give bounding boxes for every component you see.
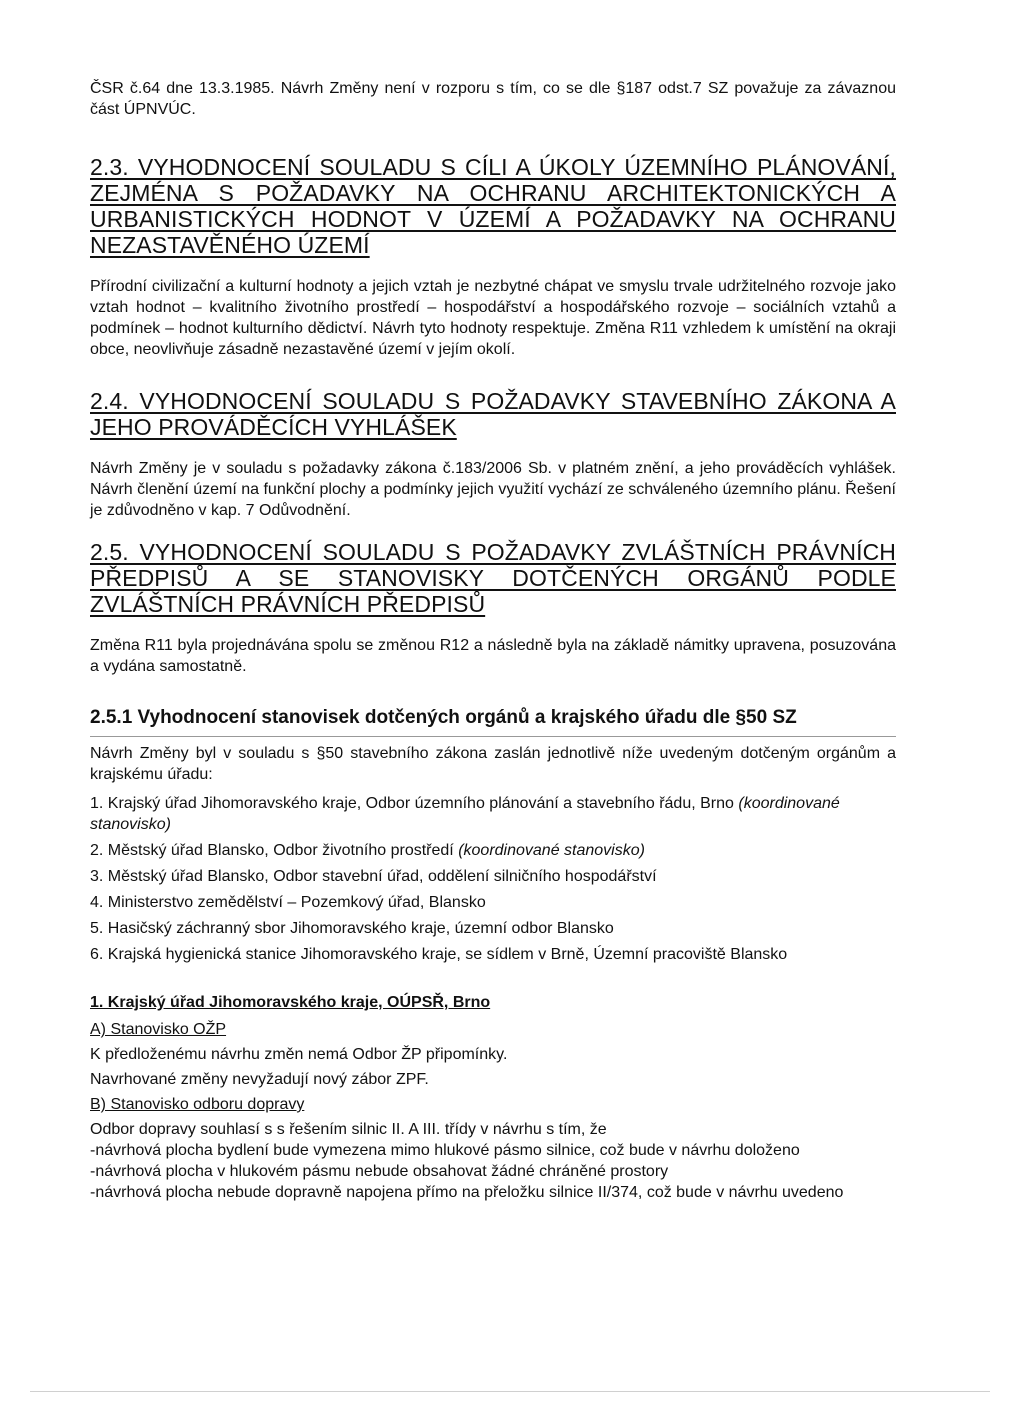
list-item xyxy=(90,918,896,939)
section-2-5-1-heading: 2.5.1 Vyhodnocení stanovisek dotčených orgánů a krajského úřadu dle §50 SZ xyxy=(90,707,797,728)
page-bottom-rule xyxy=(30,1391,990,1392)
list-item-text: 1. Krajský úřad Jihomoravského kraje, Odbor územního plánování a stavebního řádu, Brno xyxy=(90,795,734,812)
list-item-text: 2. Městský úřad Blansko, Odbor životního prostředí xyxy=(90,842,454,859)
stanovisko-dopravy-heading: B) Stanovisko odboru dopravy xyxy=(90,1096,305,1113)
ozp-line-1: K předloženému návrhu změn nemá Odbor ŽP připomínky. xyxy=(90,1046,508,1063)
list-item xyxy=(90,793,896,835)
list-item-note: (koordinované stanovisko) xyxy=(90,795,840,833)
list-item-text: 4. Ministerstvo zemědělství – Pozemkový úřad, Blansko xyxy=(90,894,486,911)
list-item-text: 6. Krajská hygienická stanice Jihomoravského kraje, se sídlem v Brně, Územní pracoviště Blansko xyxy=(90,946,788,963)
section-2-5-heading: 2.5. VYHODNOCENÍ SOULADU S POŽADAVKY ZVLÁŠTNÍCH PRÁVNÍCH PŘEDPISŮ A SE STANOVISKY DOTČENÝCH ORGÁNŮ PODLE ZVLÁŠTNÍCH PRÁVNÍCH PŘEDPISŮ xyxy=(90,539,896,617)
intro-paragraph: ČSR č.64 dne 13.3.1985. Návrh Změny není v rozporu s tím, co se dle §187 odst.7 SZ považuje za závaznou část ÚPNVÚC. xyxy=(90,80,896,118)
agency-list xyxy=(90,793,896,965)
page-content xyxy=(90,78,896,1203)
section-2-4-text: Návrh Změny je v souladu s požadavky zákona č.183/2006 Sb. v platném znění, a jeho prováděcích vyhlášek. Návrh členění území na funkční plochy a podmínky jejich využití vychází ze schváleného územního plánu. Řešení je zdůvodněno v kap. 7 Odůvodnění. xyxy=(90,460,896,519)
list-item xyxy=(90,892,896,913)
kraj-heading: 1. Krajský úřad Jihomoravského kraje, OÚPSŘ, Brno xyxy=(90,994,491,1011)
section-2-3-heading: 2.3. VYHODNOCENÍ SOULADU S CÍLI A ÚKOLY ÚZEMNÍHO PLÁNOVÁNÍ, ZEJMÉNA S POŽADAVKY NA OCHRANU ARCHITEKTONICKÝCH A URBANISTICKÝCH HODNOT V ÚZEMÍ A POŽADAVKY NA OCHRANU NEZASTAVĚNÉHO ÚZEMÍ xyxy=(90,154,896,258)
list-item xyxy=(90,866,896,887)
list-item-note: (koordinované stanovisko) xyxy=(458,842,645,859)
section-2-5-text: Změna R11 byla projednávána spolu se změnou R12 a následně byla na základě námitky upravena, posuzována a vydána samostatně. xyxy=(90,637,896,675)
list-item-text: 5. Hasičský záchranný sbor Jihomoravského kraje, územní odbor Blansko xyxy=(90,920,614,937)
section-2-5-1-intro: Návrh Změny byl v souladu s §50 stavebního zákona zaslán jednotlivě níže uvedeným dotčeným orgánům a krajskému úřadu: xyxy=(90,745,896,783)
dopravy-line-4: -návrhová plocha nebude dopravně napojena přímo na přeložku silnice II/374, což bude v návrhu uvedeno xyxy=(90,1184,844,1201)
list-item-text: 3. Městský úřad Blansko, Odbor stavební úřad, oddělení silničního hospodářství xyxy=(90,868,657,885)
section-2-4-heading: 2.4. VYHODNOCENÍ SOULADU S POŽADAVKY STAVEBNÍHO ZÁKONA A JEHO PROVÁDĚCÍCH VYHLÁŠEK xyxy=(90,388,896,440)
list-item xyxy=(90,840,896,861)
stanovisko-ozp-heading: A) Stanovisko OŽP xyxy=(90,1021,227,1038)
dopravy-line-1: Odbor dopravy souhlasí s s řešením silnic II. A III. třídy v návrhu s tím, že xyxy=(90,1121,607,1138)
dopravy-line-2: -návrhová plocha bydlení bude vymezena mimo hlukové pásmo silnice, což bude v návrhu doloženo xyxy=(90,1142,800,1159)
section-2-3-text: Přírodní civilizační a kulturní hodnoty a jejich vztah je nezbytné chápat ve smyslu trvale udržitelného rozvoje jako vztah hodnot – kvalitního životního prostředí – hospodářství a hospodářského rozvoje – sociálních vztahů a podmínek – hodnot kulturního dědictví. Návrh tyto hodnoty respektuje. Změna R11 vzhledem k umístění na okraji obce, neovlivňuje zásadně nezastavěné území v jejím okolí. xyxy=(90,278,896,358)
list-item xyxy=(90,944,896,965)
dopravy-line-3: -návrhová plocha v hlukovém pásmu nebude obsahovat žádné chráněné prostory xyxy=(90,1163,669,1180)
divider xyxy=(90,736,896,737)
ozp-line-2: Navrhované změny nevyžadují nový zábor ZPF. xyxy=(90,1071,429,1088)
